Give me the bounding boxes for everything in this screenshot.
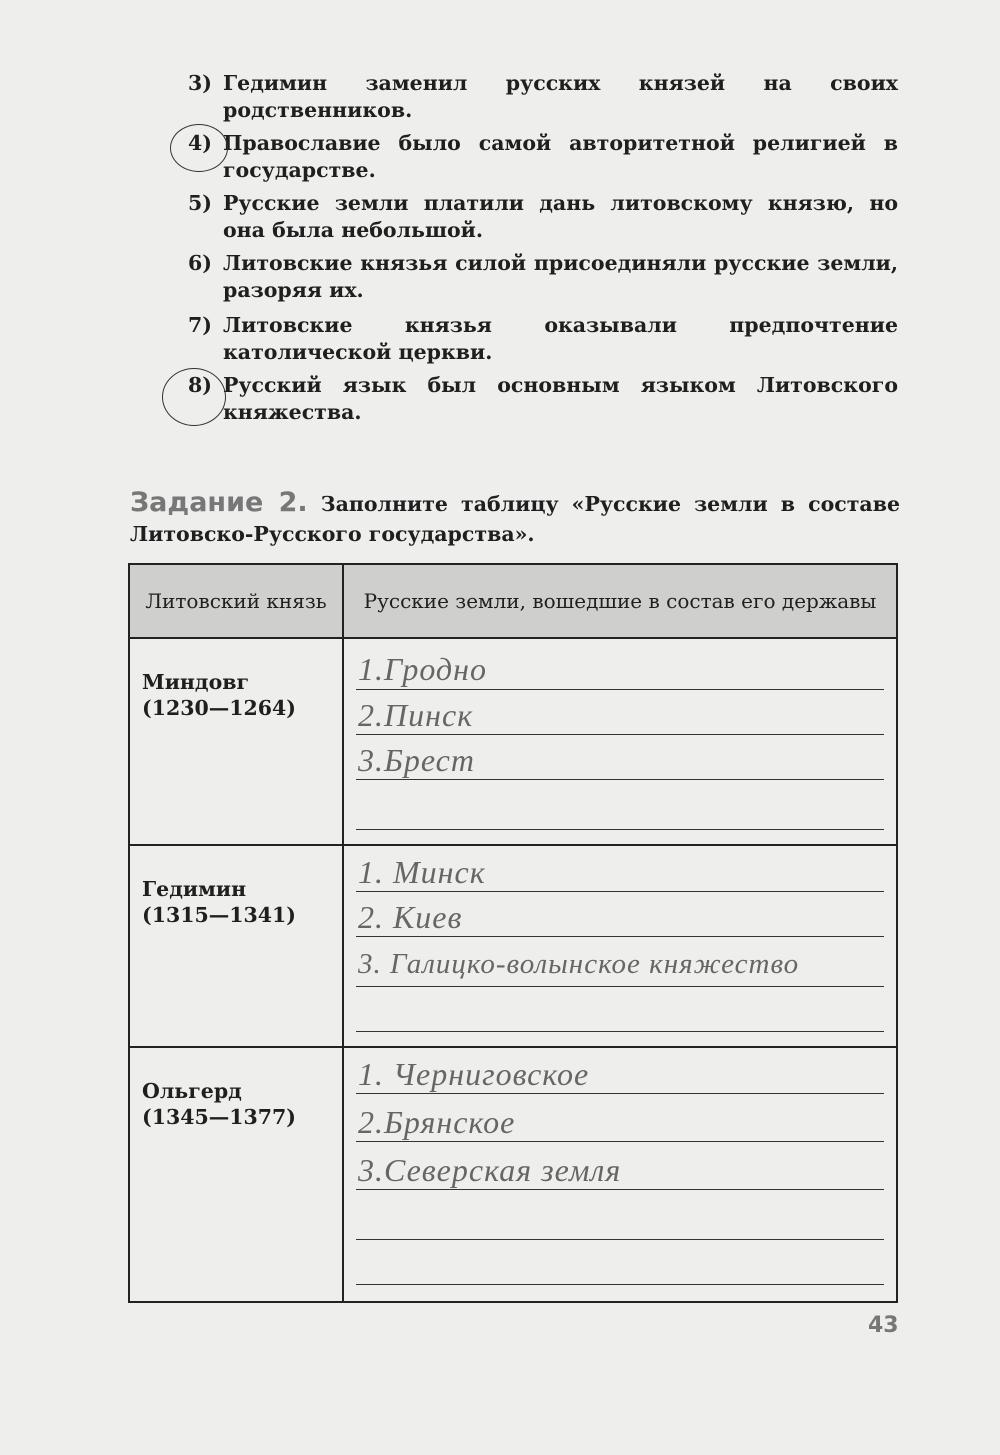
answer-circle-4: [170, 124, 228, 172]
answer-text: 1.Гродно: [358, 651, 487, 687]
lands-table: [128, 563, 898, 1303]
statement-4: 4) Православие было самой авторитетной религией в государстве.: [188, 131, 898, 182]
prince-cell: Ольгерд (1345—1377): [129, 1047, 343, 1302]
header-prince: Литовский князь: [129, 564, 343, 638]
prince-cell: Гедимин (1315—1341): [129, 845, 343, 1047]
statement-5: 5) Русские земли платили дань литовскому князю, но она была небольшой.: [188, 191, 898, 242]
answer-text: 3.Северская земля: [358, 1152, 622, 1188]
task-2: Задание 2. Заполните таблицу «Русские земли в составе Литовско-Русского государства».: [130, 487, 900, 546]
statement-3: 3) Гедимин заменил русских князей на своих родственников.: [188, 71, 898, 122]
statement-6: 6) Литовские князья силой присоединяли русские земли, разоряя их.: [188, 251, 898, 302]
page-number: 43: [868, 1313, 899, 1338]
answer-text: 3.Брест: [358, 742, 475, 778]
prince-cell: Миндовг (1230—1264): [129, 638, 343, 845]
table-header-row: [129, 564, 897, 638]
lands-cell[interactable]: [343, 1047, 897, 1302]
lands-cell[interactable]: [343, 638, 897, 845]
answer-text: 2. Киев: [358, 899, 463, 935]
answer-text: 3. Галицко-волынское княжество: [358, 948, 800, 980]
table-row: [129, 845, 897, 1047]
lands-cell[interactable]: [343, 845, 897, 1047]
statement-8: 8) Русский язык был основным языком Литовского княжества.: [188, 373, 898, 424]
table-row: [129, 1047, 897, 1302]
answer-text: 1. Минск: [358, 854, 486, 890]
answer-circle-8: [162, 368, 226, 426]
statement-7: 7) Литовские князья оказывали предпочтение католической церкви.: [188, 313, 898, 364]
answer-text: 2.Брянское: [358, 1104, 516, 1140]
table-row: [129, 638, 897, 845]
header-lands: Русские земли, вошедшие в состав его державы: [343, 564, 897, 638]
answer-text: 1. Черниговское: [358, 1056, 590, 1092]
answer-text: 2.Пинск: [358, 697, 474, 733]
